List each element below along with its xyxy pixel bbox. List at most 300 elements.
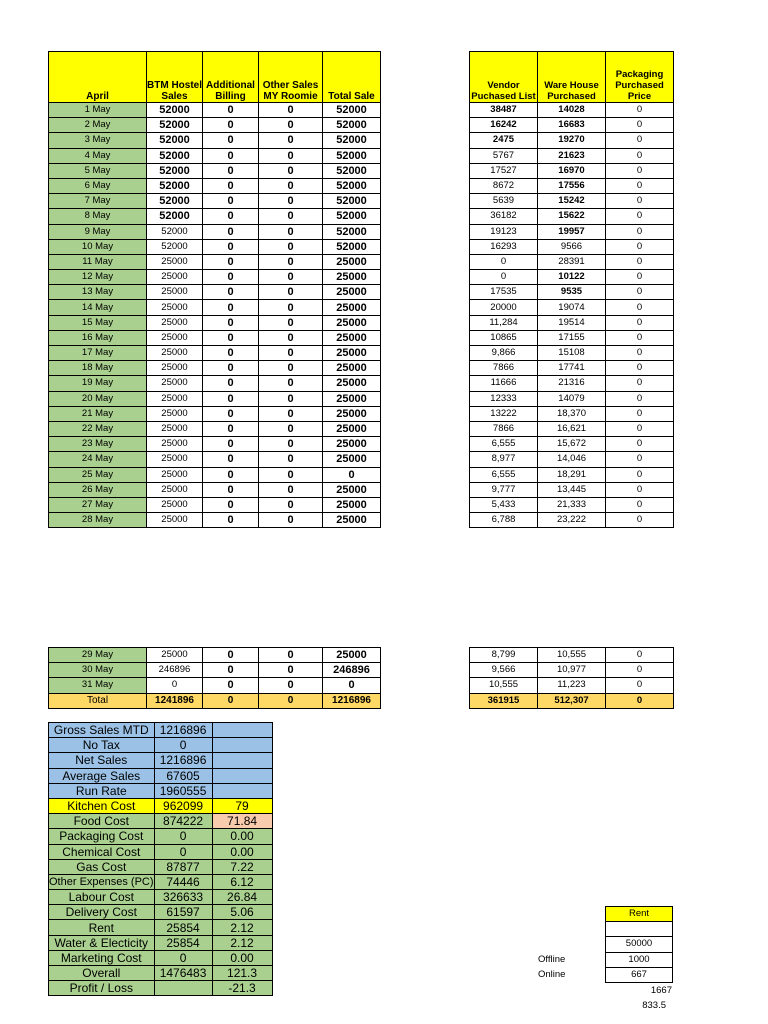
additional-billing-cell[interactable]: 0 [203, 285, 259, 300]
total-sale-cell[interactable]: 52000 [323, 103, 381, 118]
date-cell[interactable]: 9 May [49, 224, 147, 239]
rent-header[interactable]: Rent [606, 907, 673, 922]
summary-percent-cell[interactable]: 6.12 [212, 874, 272, 889]
summary-value-cell[interactable]: 0 [154, 738, 212, 753]
vendor-purchased-cell[interactable]: 19123 [470, 224, 538, 239]
summary-value-cell[interactable] [154, 981, 212, 996]
packaging-price-cell[interactable]: 0 [606, 330, 674, 345]
vendor-purchased-cell[interactable]: 0 [470, 270, 538, 285]
date-cell[interactable]: 12 May [49, 270, 147, 285]
warehouse-purchased-cell[interactable]: 21,333 [538, 497, 606, 512]
total-additional[interactable]: 0 [203, 693, 259, 708]
additional-billing-cell[interactable]: 0 [203, 467, 259, 482]
summary-label-cell[interactable]: Packaging Cost [49, 829, 155, 844]
additional-billing-cell[interactable]: 0 [203, 239, 259, 254]
additional-billing-cell[interactable]: 0 [203, 194, 259, 209]
packaging-total[interactable]: 0 [606, 693, 674, 708]
btm-sales-cell[interactable]: 25000 [147, 361, 203, 376]
additional-billing-cell[interactable]: 0 [203, 346, 259, 361]
other-sales-cell[interactable]: 0 [259, 406, 323, 421]
btm-sales-cell[interactable]: 25000 [147, 285, 203, 300]
packaging-price-cell[interactable]: 0 [606, 194, 674, 209]
btm-sales-cell[interactable]: 25000 [147, 315, 203, 330]
summary-percent-cell[interactable] [212, 753, 272, 768]
btm-sales-cell[interactable]: 52000 [147, 118, 203, 133]
date-cell[interactable]: 16 May [49, 330, 147, 345]
other-sales-cell[interactable]: 0 [259, 452, 323, 467]
additional-billing-cell[interactable]: 0 [203, 209, 259, 224]
total-sale-cell[interactable]: 25000 [323, 285, 381, 300]
header-vendor-purchased[interactable]: Vendor Puchased List [470, 52, 538, 103]
btm-sales-cell[interactable]: 52000 [147, 224, 203, 239]
other-sales-cell[interactable]: 0 [259, 437, 323, 452]
vendor-purchased-cell[interactable]: 11666 [470, 376, 538, 391]
warehouse-purchased-cell[interactable]: 19514 [538, 315, 606, 330]
btm-sales-cell[interactable]: 25000 [147, 346, 203, 361]
total-sale-cell[interactable]: 25000 [323, 497, 381, 512]
summary-label-cell[interactable]: Rent [49, 920, 155, 935]
vendor-purchased-cell[interactable]: 9,777 [470, 482, 538, 497]
date-cell[interactable]: 18 May [49, 361, 147, 376]
date-cell[interactable]: 1 May [49, 103, 147, 118]
vendor-purchased-cell[interactable]: 9,866 [470, 346, 538, 361]
summary-value-cell[interactable]: 0 [154, 950, 212, 965]
other-sales-cell[interactable]: 0 [259, 254, 323, 269]
additional-billing-cell[interactable]: 0 [203, 391, 259, 406]
total-other[interactable]: 0 [259, 693, 323, 708]
btm-sales-cell[interactable]: 52000 [147, 178, 203, 193]
date-cell[interactable]: 28 May [49, 513, 147, 528]
vendor-purchased-cell[interactable]: 12333 [470, 391, 538, 406]
total-sale-cell[interactable]: 52000 [323, 209, 381, 224]
date-cell[interactable]: 23 May [49, 437, 147, 452]
vendor-purchased-cell[interactable]: 6,788 [470, 513, 538, 528]
btm-sales-cell[interactable]: 52000 [147, 133, 203, 148]
packaging-price-cell[interactable]: 0 [606, 482, 674, 497]
warehouse-purchased-cell[interactable]: 23,222 [538, 513, 606, 528]
packaging-price-cell[interactable]: 0 [606, 239, 674, 254]
other-sales-cell[interactable]: 0 [259, 300, 323, 315]
additional-billing-cell[interactable]: 0 [203, 133, 259, 148]
summary-label-cell[interactable]: Run Rate [49, 783, 155, 798]
btm-sales-cell[interactable]: 25000 [147, 391, 203, 406]
summary-percent-cell[interactable]: 2.12 [212, 935, 272, 950]
warehouse-purchased-cell[interactable]: 17556 [538, 178, 606, 193]
total-sale-cell[interactable]: 52000 [323, 118, 381, 133]
other-sales-cell[interactable]: 0 [259, 103, 323, 118]
summary-value-cell[interactable]: 0 [154, 829, 212, 844]
packaging-price-cell[interactable]: 0 [606, 406, 674, 421]
additional-billing-cell[interactable]: 0 [203, 224, 259, 239]
packaging-price-cell[interactable]: 0 [606, 361, 674, 376]
header-april[interactable]: April [49, 52, 147, 103]
vendor-purchased-cell[interactable]: 0 [470, 254, 538, 269]
total-sale-cell[interactable]: 52000 [323, 133, 381, 148]
warehouse-purchased-cell[interactable]: 21623 [538, 148, 606, 163]
btm-sales-cell[interactable]: 25000 [147, 330, 203, 345]
additional-billing-cell[interactable]: 0 [203, 315, 259, 330]
additional-billing-cell[interactable]: 0 [203, 103, 259, 118]
vendor-purchased-cell[interactable]: 2475 [470, 133, 538, 148]
other-sales-cell[interactable]: 0 [259, 133, 323, 148]
warehouse-purchased-cell[interactable]: 10,977 [538, 663, 606, 678]
packaging-price-cell[interactable]: 0 [606, 391, 674, 406]
additional-billing-cell[interactable]: 0 [203, 497, 259, 512]
date-cell[interactable]: 21 May [49, 406, 147, 421]
btm-sales-cell[interactable]: 25000 [147, 648, 203, 663]
packaging-price-cell[interactable]: 0 [606, 376, 674, 391]
total-sale-cell[interactable]: 0 [323, 467, 381, 482]
total-sale-cell[interactable]: 25000 [323, 406, 381, 421]
warehouse-purchased-cell[interactable]: 13,445 [538, 482, 606, 497]
other-sales-cell[interactable]: 0 [259, 513, 323, 528]
btm-sales-cell[interactable]: 25000 [147, 270, 203, 285]
date-cell[interactable]: 26 May [49, 482, 147, 497]
packaging-price-cell[interactable]: 0 [606, 300, 674, 315]
date-cell[interactable]: 29 May [49, 648, 147, 663]
vendor-purchased-cell[interactable]: 11,284 [470, 315, 538, 330]
packaging-price-cell[interactable]: 0 [606, 209, 674, 224]
btm-sales-cell[interactable]: 25000 [147, 300, 203, 315]
packaging-price-cell[interactable]: 0 [606, 224, 674, 239]
packaging-price-cell[interactable]: 0 [606, 678, 674, 693]
date-cell[interactable]: 8 May [49, 209, 147, 224]
header-additional-billing[interactable]: Additional Billing [203, 52, 259, 103]
summary-label-cell[interactable]: Other Expenses (PC) [49, 875, 154, 888]
summary-label-cell[interactable]: No Tax [49, 738, 155, 753]
warehouse-purchased-cell[interactable]: 15622 [538, 209, 606, 224]
other-sales-cell[interactable]: 0 [259, 270, 323, 285]
vendor-purchased-cell[interactable]: 20000 [470, 300, 538, 315]
other-sales-cell[interactable]: 0 [259, 148, 323, 163]
summary-percent-cell[interactable]: 2.12 [212, 920, 272, 935]
summary-percent-cell[interactable] [212, 783, 272, 798]
summary-label-cell[interactable]: Kitchen Cost [49, 798, 155, 813]
btm-sales-cell[interactable]: 52000 [147, 103, 203, 118]
total-sale-cell[interactable]: 25000 [323, 437, 381, 452]
total-sale-cell[interactable]: 52000 [323, 148, 381, 163]
btm-sales-cell[interactable]: 25000 [147, 437, 203, 452]
other-sales-cell[interactable]: 0 [259, 285, 323, 300]
date-cell[interactable]: 11 May [49, 254, 147, 269]
other-sales-cell[interactable]: 0 [259, 239, 323, 254]
packaging-price-cell[interactable]: 0 [606, 178, 674, 193]
rent-blank[interactable] [606, 922, 673, 937]
date-cell[interactable]: 4 May [49, 148, 147, 163]
warehouse-purchased-cell[interactable]: 16,621 [538, 421, 606, 436]
date-cell[interactable]: 10 May [49, 239, 147, 254]
total-sale-cell[interactable]: 25000 [323, 452, 381, 467]
total-sale-cell[interactable]: 52000 [323, 178, 381, 193]
vendor-purchased-cell[interactable]: 6,555 [470, 437, 538, 452]
summary-value-cell[interactable]: 1960555 [154, 783, 212, 798]
packaging-price-cell[interactable]: 0 [606, 467, 674, 482]
date-cell[interactable]: 20 May [49, 391, 147, 406]
rent-value-total[interactable]: 50000 [606, 937, 673, 952]
vendor-purchased-cell[interactable]: 16293 [470, 239, 538, 254]
packaging-price-cell[interactable]: 0 [606, 103, 674, 118]
summary-percent-cell[interactable]: 79 [212, 798, 272, 813]
summary-label-cell[interactable]: Average Sales [49, 768, 155, 783]
total-sale-cell[interactable]: 25000 [323, 300, 381, 315]
warehouse-purchased-cell[interactable]: 15108 [538, 346, 606, 361]
additional-billing-cell[interactable]: 0 [203, 421, 259, 436]
summary-label-cell[interactable]: Net Sales [49, 753, 155, 768]
summary-percent-cell[interactable] [212, 768, 272, 783]
summary-label-cell[interactable]: Labour Cost [49, 890, 155, 905]
warehouse-purchased-cell[interactable]: 19957 [538, 224, 606, 239]
summary-value-cell[interactable]: 61597 [154, 905, 212, 920]
additional-billing-cell[interactable]: 0 [203, 178, 259, 193]
packaging-price-cell[interactable]: 0 [606, 133, 674, 148]
warehouse-purchased-cell[interactable]: 18,291 [538, 467, 606, 482]
warehouse-total[interactable]: 512,307 [538, 693, 606, 708]
date-cell[interactable]: 15 May [49, 315, 147, 330]
summary-label-cell[interactable]: Food Cost [49, 814, 155, 829]
warehouse-purchased-cell[interactable]: 9535 [538, 285, 606, 300]
btm-sales-cell[interactable]: 25000 [147, 513, 203, 528]
btm-sales-cell[interactable]: 25000 [147, 254, 203, 269]
btm-sales-cell[interactable]: 52000 [147, 239, 203, 254]
summary-percent-cell[interactable] [212, 723, 272, 738]
summary-value-cell[interactable]: 1216896 [154, 723, 212, 738]
warehouse-purchased-cell[interactable]: 10,555 [538, 648, 606, 663]
warehouse-purchased-cell[interactable]: 16970 [538, 163, 606, 178]
other-sales-cell[interactable]: 0 [259, 178, 323, 193]
warehouse-purchased-cell[interactable]: 17155 [538, 330, 606, 345]
summary-percent-cell[interactable]: 0.00 [212, 829, 272, 844]
other-sales-cell[interactable]: 0 [259, 648, 323, 663]
header-warehouse-purchased[interactable]: Ware House Purchased [538, 52, 606, 103]
warehouse-purchased-cell[interactable]: 16683 [538, 118, 606, 133]
warehouse-purchased-cell[interactable]: 10122 [538, 270, 606, 285]
vendor-purchased-cell[interactable]: 5,433 [470, 497, 538, 512]
date-cell[interactable]: 2 May [49, 118, 147, 133]
total-sale-cell[interactable]: 52000 [323, 163, 381, 178]
warehouse-purchased-cell[interactable]: 15242 [538, 194, 606, 209]
packaging-price-cell[interactable]: 0 [606, 648, 674, 663]
summary-label-cell[interactable]: Gross Sales MTD [49, 723, 155, 738]
packaging-price-cell[interactable]: 0 [606, 315, 674, 330]
vendor-purchased-cell[interactable]: 38487 [470, 103, 538, 118]
warehouse-purchased-cell[interactable]: 19270 [538, 133, 606, 148]
total-sale-cell[interactable]: 52000 [323, 239, 381, 254]
other-sales-cell[interactable]: 0 [259, 194, 323, 209]
total-sale-cell[interactable]: 25000 [323, 513, 381, 528]
additional-billing-cell[interactable]: 0 [203, 148, 259, 163]
summary-percent-cell[interactable]: 0.00 [212, 950, 272, 965]
other-sales-cell[interactable]: 0 [259, 163, 323, 178]
additional-billing-cell[interactable]: 0 [203, 678, 259, 693]
vendor-purchased-cell[interactable]: 10,555 [470, 678, 538, 693]
total-sale-cell[interactable]: 25000 [323, 330, 381, 345]
vendor-purchased-cell[interactable]: 8,799 [470, 648, 538, 663]
other-sales-cell[interactable]: 0 [259, 663, 323, 678]
header-other-sales[interactable]: Other Sales MY Roomie [259, 52, 323, 103]
other-sales-cell[interactable]: 0 [259, 346, 323, 361]
warehouse-purchased-cell[interactable]: 14079 [538, 391, 606, 406]
btm-sales-cell[interactable]: 25000 [147, 482, 203, 497]
summary-label-cell[interactable]: Overall [49, 966, 155, 981]
btm-sales-cell[interactable]: 52000 [147, 194, 203, 209]
btm-sales-cell[interactable]: 52000 [147, 163, 203, 178]
date-cell[interactable]: 14 May [49, 300, 147, 315]
btm-sales-cell[interactable]: 25000 [147, 467, 203, 482]
packaging-price-cell[interactable]: 0 [606, 163, 674, 178]
summary-value-cell[interactable]: 67605 [154, 768, 212, 783]
summary-value-cell[interactable]: 326633 [154, 890, 212, 905]
vendor-purchased-cell[interactable]: 10865 [470, 330, 538, 345]
btm-sales-cell[interactable]: 52000 [147, 148, 203, 163]
packaging-price-cell[interactable]: 0 [606, 513, 674, 528]
total-btm[interactable]: 1241896 [147, 693, 203, 708]
date-cell[interactable]: 17 May [49, 346, 147, 361]
btm-sales-cell[interactable]: 0 [147, 678, 203, 693]
packaging-price-cell[interactable]: 0 [606, 437, 674, 452]
additional-billing-cell[interactable]: 0 [203, 437, 259, 452]
summary-percent-cell[interactable]: -21.3 [212, 981, 272, 996]
vendor-purchased-cell[interactable]: 7866 [470, 421, 538, 436]
additional-billing-cell[interactable]: 0 [203, 163, 259, 178]
additional-billing-cell[interactable]: 0 [203, 254, 259, 269]
other-sales-cell[interactable]: 0 [259, 209, 323, 224]
total-sale-cell[interactable]: 25000 [323, 648, 381, 663]
summary-percent-cell[interactable] [212, 738, 272, 753]
rent-value-offline[interactable]: 1000 [606, 952, 673, 967]
packaging-price-cell[interactable]: 0 [606, 254, 674, 269]
warehouse-purchased-cell[interactable]: 11,223 [538, 678, 606, 693]
date-cell[interactable]: 5 May [49, 163, 147, 178]
packaging-price-cell[interactable]: 0 [606, 497, 674, 512]
other-sales-cell[interactable]: 0 [259, 482, 323, 497]
other-sales-cell[interactable]: 0 [259, 118, 323, 133]
other-sales-cell[interactable]: 0 [259, 467, 323, 482]
packaging-price-cell[interactable]: 0 [606, 285, 674, 300]
packaging-price-cell[interactable]: 0 [606, 346, 674, 361]
summary-value-cell[interactable]: 0 [154, 844, 212, 859]
vendor-purchased-cell[interactable]: 13222 [470, 406, 538, 421]
total-sale[interactable]: 1216896 [323, 693, 381, 708]
total-sale-cell[interactable]: 246896 [323, 663, 381, 678]
additional-billing-cell[interactable]: 0 [203, 663, 259, 678]
packaging-price-cell[interactable]: 0 [606, 663, 674, 678]
date-cell[interactable]: 3 May [49, 133, 147, 148]
other-sales-cell[interactable]: 0 [259, 361, 323, 376]
total-sale-cell[interactable]: 0 [323, 678, 381, 693]
other-sales-cell[interactable]: 0 [259, 376, 323, 391]
total-sale-cell[interactable]: 25000 [323, 421, 381, 436]
summary-label-cell[interactable]: Delivery Cost [49, 905, 155, 920]
warehouse-purchased-cell[interactable]: 15,672 [538, 437, 606, 452]
btm-sales-cell[interactable]: 25000 [147, 421, 203, 436]
other-sales-cell[interactable]: 0 [259, 391, 323, 406]
summary-label-cell[interactable]: Marketing Cost [49, 950, 155, 965]
rent-value-online[interactable]: 667 [606, 967, 673, 982]
total-sale-cell[interactable]: 25000 [323, 376, 381, 391]
other-sales-cell[interactable]: 0 [259, 315, 323, 330]
btm-sales-cell[interactable]: 52000 [147, 209, 203, 224]
date-cell[interactable]: 22 May [49, 421, 147, 436]
summary-value-cell[interactable]: 74446 [154, 874, 212, 889]
additional-billing-cell[interactable]: 0 [203, 330, 259, 345]
vendor-purchased-cell[interactable]: 5767 [470, 148, 538, 163]
vendor-purchased-cell[interactable]: 17527 [470, 163, 538, 178]
vendor-purchased-cell[interactable]: 8,977 [470, 452, 538, 467]
total-sale-cell[interactable]: 25000 [323, 361, 381, 376]
date-cell[interactable]: 27 May [49, 497, 147, 512]
date-cell[interactable]: 19 May [49, 376, 147, 391]
summary-label-cell[interactable]: Profit / Loss [49, 981, 155, 996]
header-packaging-price[interactable]: Packaging Purchased Price [606, 52, 674, 103]
warehouse-purchased-cell[interactable]: 14028 [538, 103, 606, 118]
warehouse-purchased-cell[interactable]: 18,370 [538, 406, 606, 421]
additional-billing-cell[interactable]: 0 [203, 513, 259, 528]
total-sale-cell[interactable]: 25000 [323, 346, 381, 361]
packaging-price-cell[interactable]: 0 [606, 118, 674, 133]
header-btm-hostel-sales[interactable]: BTM Hostel Sales [147, 52, 203, 103]
summary-value-cell[interactable]: 1216896 [154, 753, 212, 768]
btm-sales-cell[interactable]: 25000 [147, 497, 203, 512]
date-cell[interactable]: 6 May [49, 178, 147, 193]
total-sale-cell[interactable]: 52000 [323, 224, 381, 239]
date-cell[interactable]: 30 May [49, 663, 147, 678]
additional-billing-cell[interactable]: 0 [203, 452, 259, 467]
summary-value-cell[interactable]: 87877 [154, 859, 212, 874]
date-cell[interactable]: 25 May [49, 467, 147, 482]
total-sale-cell[interactable]: 52000 [323, 194, 381, 209]
summary-percent-cell[interactable]: 121.3 [212, 966, 272, 981]
vendor-purchased-cell[interactable]: 5639 [470, 194, 538, 209]
summary-label-cell[interactable]: Water & Electicity [49, 935, 155, 950]
summary-percent-cell[interactable]: 5.06 [212, 905, 272, 920]
btm-sales-cell[interactable]: 25000 [147, 406, 203, 421]
vendor-total[interactable]: 361915 [470, 693, 538, 708]
summary-percent-cell[interactable]: 71.84 [212, 814, 272, 829]
additional-billing-cell[interactable]: 0 [203, 300, 259, 315]
packaging-price-cell[interactable]: 0 [606, 270, 674, 285]
additional-billing-cell[interactable]: 0 [203, 648, 259, 663]
additional-billing-cell[interactable]: 0 [203, 376, 259, 391]
summary-percent-cell[interactable]: 26.84 [212, 890, 272, 905]
summary-value-cell[interactable]: 1476483 [154, 966, 212, 981]
summary-percent-cell[interactable]: 7.22 [212, 859, 272, 874]
btm-sales-cell[interactable]: 246896 [147, 663, 203, 678]
vendor-purchased-cell[interactable]: 7866 [470, 361, 538, 376]
summary-value-cell[interactable]: 962099 [154, 798, 212, 813]
btm-sales-cell[interactable]: 25000 [147, 452, 203, 467]
vendor-purchased-cell[interactable]: 17535 [470, 285, 538, 300]
other-sales-cell[interactable]: 0 [259, 421, 323, 436]
total-sale-cell[interactable]: 25000 [323, 391, 381, 406]
date-cell[interactable]: 13 May [49, 285, 147, 300]
summary-percent-cell[interactable]: 0.00 [212, 844, 272, 859]
warehouse-purchased-cell[interactable]: 14,046 [538, 452, 606, 467]
additional-billing-cell[interactable]: 0 [203, 270, 259, 285]
additional-billing-cell[interactable]: 0 [203, 482, 259, 497]
vendor-purchased-cell[interactable]: 36182 [470, 209, 538, 224]
packaging-price-cell[interactable]: 0 [606, 452, 674, 467]
warehouse-purchased-cell[interactable]: 21316 [538, 376, 606, 391]
vendor-purchased-cell[interactable]: 8672 [470, 178, 538, 193]
warehouse-purchased-cell[interactable]: 9566 [538, 239, 606, 254]
date-cell[interactable]: 24 May [49, 452, 147, 467]
additional-billing-cell[interactable]: 0 [203, 361, 259, 376]
other-sales-cell[interactable]: 0 [259, 497, 323, 512]
additional-billing-cell[interactable]: 0 [203, 406, 259, 421]
packaging-price-cell[interactable]: 0 [606, 421, 674, 436]
total-sale-cell[interactable]: 25000 [323, 315, 381, 330]
additional-billing-cell[interactable]: 0 [203, 118, 259, 133]
